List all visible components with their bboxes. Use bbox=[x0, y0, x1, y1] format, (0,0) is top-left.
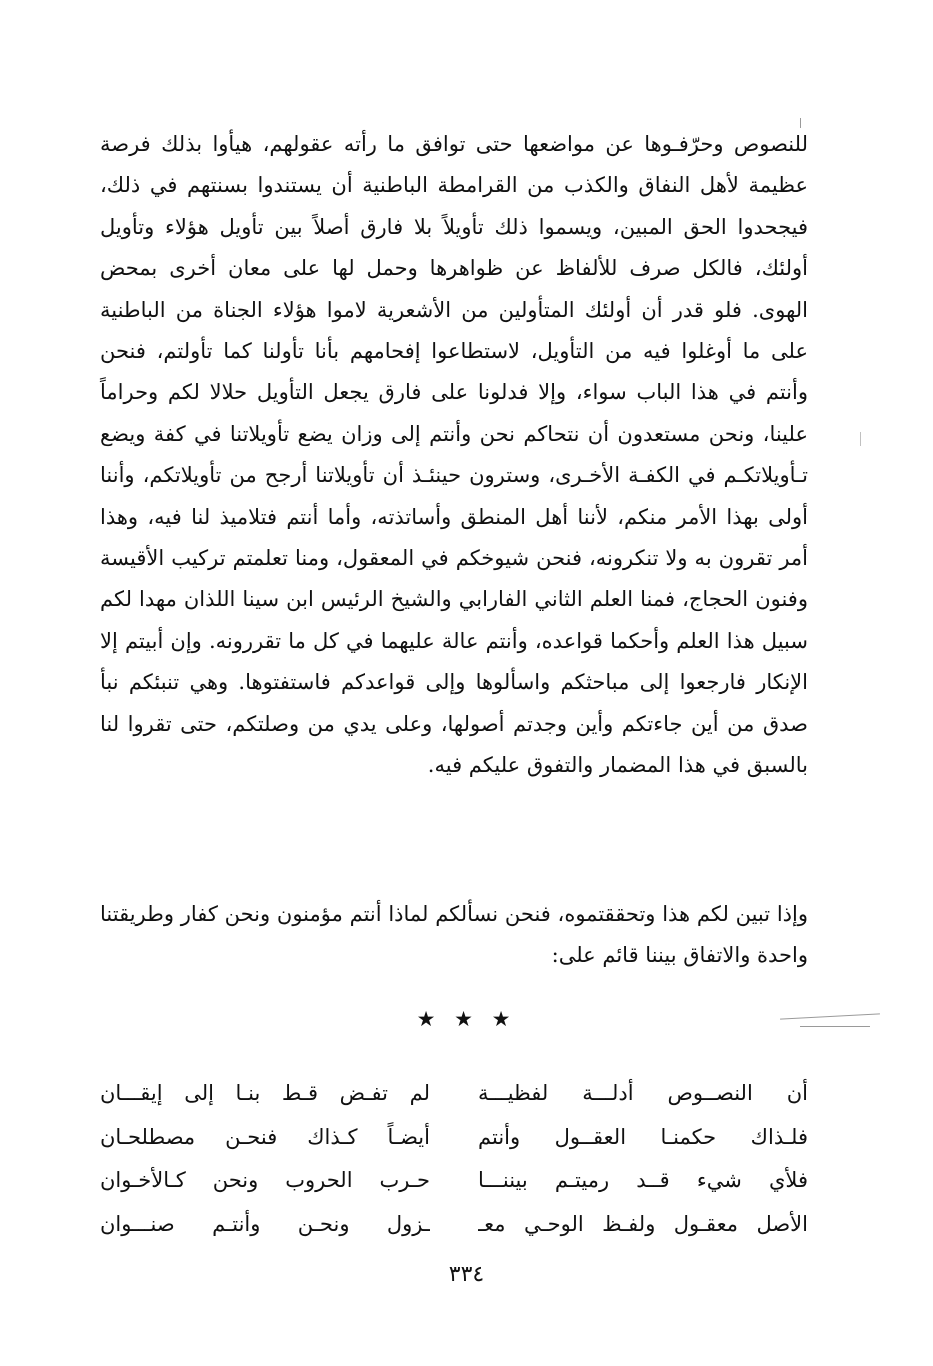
page-number: ٣٣٤ bbox=[448, 1262, 485, 1287]
verse-second-hemistich: أيضـاً كـذاك فنحـن مصطلحـان bbox=[100, 1124, 430, 1149]
verse-first-hemistich: الأصل معقـول ولفـظ الوحـي معـ bbox=[478, 1211, 808, 1236]
poem bbox=[100, 1072, 808, 1246]
section-separator: ★ ★ ★ bbox=[416, 1007, 517, 1031]
poem-verse bbox=[100, 1072, 808, 1116]
scan-mark bbox=[860, 432, 864, 446]
verse-first-hemistich: فلأي شيء قــد رميتـم بيننـــا bbox=[478, 1168, 808, 1192]
body-paragraph: للنصوص وحرّفـوها عن مواضعها حتى توافق ما رأته عقولهم، هيأوا بذلك فرصة عظيمة لأهل النفاق والكذب من القرامطة الباطنية أن يستندوا بسنتهم في ذلك، فيجحدوا الحق المبين، ويسموا ذلك تأويلاً بلا فارق أصلاً بين تأويل هؤلاء وتأويل أولئك، فالكل صرف للألفاظ عن ظواهرها وحمل لها على معان أخرى بمحض الهوى. فلو قدر أن أولئك المتأولين من الأشعرية لاموا هؤلاء الجناة من الباطنية على ما أوغلوا فيه من التأويل، لاستطاعوا إفحامهم بأنا تأولنا كما تأولتم، فنحن وأنتم في هذا الباب سواء، وإلا فدلونا على فارق يجعل التأويل حلالا لكم وحراماً علينا، ونحن مستعدون أن نتحاكم نحن وأنتم إلى وزان يضع تأويلاتنا في كفة ويضع تـأويلاتكـم في الكفـة الأخـرى، وسترون حينئـذ أن تأويلاتنا أرجح من تأويلاتكم، وأننا أولى بهذا الأمر منكم، لأننا أهل المنطق وأساتذته، وأما أنتم فتلاميذ لنا فيه، وهذا أمر تقرون به ولا تنكرونه، فنحن شيوخكم في المعقول، ومنا تعلمتم تركيب الأقيسة وفنون الحجاج، فمنا العلم الثاني الفارابي والشيخ الرئيس ابن سينا اللذان مهدا لكم سبيل هذا العلم وأحكما قواعده، وأنتم عالة عليهما في كل ما تقررونه. وإن أبيتم إلا الإنكار فارجعوا إلى مباحثكم واسألوها وإلى قواعدكم فاستفتوها. وهي تنبئكم نبأ صدق من أين جاءتكم وأين وجدتم أصولها، وعلى يدي من وصلتكم، حتى تقروا لنا بالسبق في هذا المضمار والتفوق عليكم فيه. bbox=[100, 132, 808, 778]
poem-verse bbox=[100, 1116, 808, 1160]
scan-mark bbox=[800, 1026, 870, 1027]
verse-first-hemistich: أن النصــوص أدلـــة لفظيـــة bbox=[478, 1081, 808, 1105]
poem-verse bbox=[100, 1159, 808, 1203]
poem-verse bbox=[100, 1203, 808, 1247]
body-paragraph: وإذا تبين لكم هذا وتحققتموه، فنحن نسألكم لماذا أنتم مؤمنون ونحن كفار وطريقتنا واحدة والاتفاق بيننا قائم على: bbox=[100, 902, 808, 968]
verse-second-hemistich: حـرب الحروب ونحن كـالأخـوان bbox=[100, 1168, 430, 1192]
verse-second-hemistich: ـزول ونحـن وأنتـم صنـــوان bbox=[100, 1211, 430, 1236]
verse-first-hemistich: فلـذاك حكمنـا العقــول وأنتم bbox=[478, 1124, 808, 1149]
verse-second-hemistich: لم تفـض قـط بنـا إلى إيقـــان bbox=[100, 1081, 430, 1105]
